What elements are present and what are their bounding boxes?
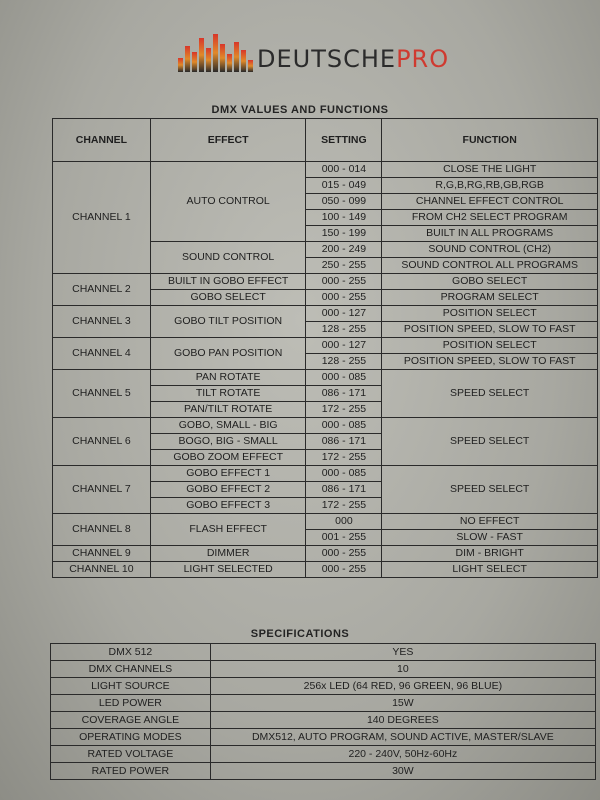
channel-cell: CHANNEL 2 xyxy=(53,274,151,306)
channel-cell: CHANNEL 7 xyxy=(53,466,151,514)
setting-cell: 172 - 255 xyxy=(306,402,382,418)
table-row xyxy=(53,338,598,354)
effect-cell: GOBO TILT POSITION xyxy=(150,306,306,338)
table-row xyxy=(51,661,596,678)
function-cell: POSITION SPEED, SLOW TO FAST xyxy=(382,354,598,370)
function-cell: SPEED SELECT xyxy=(382,418,598,466)
function-cell: POSITION SPEED, SLOW TO FAST xyxy=(382,322,598,338)
setting-cell: 000 - 255 xyxy=(306,274,382,290)
setting-cell: 000 - 085 xyxy=(306,418,382,434)
setting-cell: 250 - 255 xyxy=(306,258,382,274)
table-row xyxy=(51,644,596,661)
function-cell: NO EFFECT xyxy=(382,514,598,530)
table-row xyxy=(51,763,596,780)
function-cell: FROM CH2 SELECT PROGRAM xyxy=(382,210,598,226)
function-cell: SPEED SELECT xyxy=(382,370,598,418)
effect-cell: GOBO EFFECT 2 xyxy=(150,482,306,498)
setting-cell: 000 xyxy=(306,514,382,530)
table-row xyxy=(53,274,598,290)
specs-table-title: SPECIFICATIONS xyxy=(250,628,350,640)
effect-cell: GOBO SELECT xyxy=(150,290,306,306)
spec-value: DMX512, AUTO PROGRAM, SOUND ACTIVE, MASTER/SLAVE xyxy=(210,729,595,746)
channel-cell: CHANNEL 5 xyxy=(53,370,151,418)
setting-cell: 000 - 127 xyxy=(306,306,382,322)
function-cell: PROGRAM SELECT xyxy=(382,290,598,306)
setting-cell: 000 - 127 xyxy=(306,338,382,354)
dmx-table-title: DMX VALUES AND FUNCTIONS xyxy=(211,104,389,116)
function-cell: SOUND CONTROL ALL PROGRAMS xyxy=(382,258,598,274)
table-row xyxy=(51,678,596,695)
function-cell: SOUND CONTROL (CH2) xyxy=(382,242,598,258)
setting-cell: 086 - 171 xyxy=(306,386,382,402)
effect-cell: SOUND CONTROL xyxy=(150,242,306,274)
spec-value: 220 - 240V, 50Hz-60Hz xyxy=(210,746,595,763)
setting-cell: 128 - 255 xyxy=(306,322,382,338)
channel-cell: CHANNEL 1 xyxy=(53,162,151,274)
function-cell: GOBO SELECT xyxy=(382,274,598,290)
setting-cell: 150 - 199 xyxy=(306,226,382,242)
spec-value: 15W xyxy=(210,695,595,712)
header-effect: EFFECT xyxy=(150,119,306,162)
effect-cell: GOBO ZOOM EFFECT xyxy=(150,450,306,466)
effect-cell: PAN ROTATE xyxy=(150,370,306,386)
spec-value: 10 xyxy=(210,661,595,678)
spec-label: RATED POWER xyxy=(51,763,211,780)
effect-cell: DIMMER xyxy=(150,546,306,562)
spec-value: 140 DEGREES xyxy=(210,712,595,729)
setting-cell: 000 - 255 xyxy=(306,546,382,562)
function-cell: SLOW - FAST xyxy=(382,530,598,546)
channel-cell: CHANNEL 9 xyxy=(53,546,151,562)
brand-name xyxy=(257,46,449,72)
table-row xyxy=(51,712,596,729)
setting-cell: 000 - 085 xyxy=(306,370,382,386)
equalizer-icon xyxy=(178,32,253,72)
dmx-table xyxy=(52,118,598,578)
function-cell: BUILT IN ALL PROGRAMS xyxy=(382,226,598,242)
header-setting: SETTING xyxy=(306,119,382,162)
table-header-row xyxy=(53,119,598,162)
channel-cell: CHANNEL 10 xyxy=(53,562,151,578)
setting-cell: 172 - 255 xyxy=(306,498,382,514)
brand-logo xyxy=(178,28,488,72)
effect-cell: TILT ROTATE xyxy=(150,386,306,402)
table-row xyxy=(53,162,598,178)
table-row xyxy=(53,546,598,562)
setting-cell: 000 - 255 xyxy=(306,562,382,578)
spec-label: DMX CHANNELS xyxy=(51,661,211,678)
table-row xyxy=(51,729,596,746)
effect-cell: PAN/TILT ROTATE xyxy=(150,402,306,418)
spec-label: DMX 512 xyxy=(51,644,211,661)
table-row xyxy=(53,562,598,578)
effect-cell: GOBO EFFECT 1 xyxy=(150,466,306,482)
effect-cell: AUTO CONTROL xyxy=(150,162,306,242)
brand-name-part2: PRO xyxy=(396,45,450,73)
setting-cell: 086 - 171 xyxy=(306,434,382,450)
effect-cell: GOBO PAN POSITION xyxy=(150,338,306,370)
setting-cell: 128 - 255 xyxy=(306,354,382,370)
spec-label: LED POWER xyxy=(51,695,211,712)
setting-cell: 200 - 249 xyxy=(306,242,382,258)
effect-cell: GOBO EFFECT 3 xyxy=(150,498,306,514)
spec-label: COVERAGE ANGLE xyxy=(51,712,211,729)
function-cell: CLOSE THE LIGHT xyxy=(382,162,598,178)
table-row xyxy=(51,746,596,763)
channel-cell: CHANNEL 3 xyxy=(53,306,151,338)
setting-cell: 086 - 171 xyxy=(306,482,382,498)
effect-cell: GOBO, SMALL - BIG xyxy=(150,418,306,434)
setting-cell: 000 - 255 xyxy=(306,290,382,306)
channel-cell: CHANNEL 6 xyxy=(53,418,151,466)
brand-name-part1: DEUTSCHE xyxy=(257,45,397,73)
header-function: FUNCTION xyxy=(382,119,598,162)
table-row xyxy=(51,695,596,712)
spec-value: 256x LED (64 RED, 96 GREEN, 96 BLUE) xyxy=(210,678,595,695)
specs-table xyxy=(50,643,596,780)
function-cell: LIGHT SELECT xyxy=(382,562,598,578)
setting-cell: 001 - 255 xyxy=(306,530,382,546)
setting-cell: 015 - 049 xyxy=(306,178,382,194)
effect-cell: LIGHT SELECTED xyxy=(150,562,306,578)
effect-cell: BOGO, BIG - SMALL xyxy=(150,434,306,450)
channel-cell: CHANNEL 4 xyxy=(53,338,151,370)
function-cell: POSITION SELECT xyxy=(382,338,598,354)
table-row xyxy=(53,306,598,322)
effect-cell: FLASH EFFECT xyxy=(150,514,306,546)
setting-cell: 000 - 085 xyxy=(306,466,382,482)
setting-cell: 000 - 014 xyxy=(306,162,382,178)
setting-cell: 100 - 149 xyxy=(306,210,382,226)
table-row xyxy=(53,418,598,434)
setting-cell: 172 - 255 xyxy=(306,450,382,466)
table-row xyxy=(53,370,598,386)
setting-cell: 050 - 099 xyxy=(306,194,382,210)
function-cell: CHANNEL EFFECT CONTROL xyxy=(382,194,598,210)
function-cell: DIM - BRIGHT xyxy=(382,546,598,562)
channel-cell: CHANNEL 8 xyxy=(53,514,151,546)
function-cell: POSITION SELECT xyxy=(382,306,598,322)
function-cell: R,G,B,RG,RB,GB,RGB xyxy=(382,178,598,194)
header-channel: CHANNEL xyxy=(53,119,151,162)
spec-label: RATED VOLTAGE xyxy=(51,746,211,763)
function-cell: SPEED SELECT xyxy=(382,466,598,514)
spec-value: 30W xyxy=(210,763,595,780)
spec-label: OPERATING MODES xyxy=(51,729,211,746)
table-row xyxy=(53,514,598,530)
effect-cell: BUILT IN GOBO EFFECT xyxy=(150,274,306,290)
spec-value: YES xyxy=(210,644,595,661)
table-row xyxy=(53,466,598,482)
spec-label: LIGHT SOURCE xyxy=(51,678,211,695)
